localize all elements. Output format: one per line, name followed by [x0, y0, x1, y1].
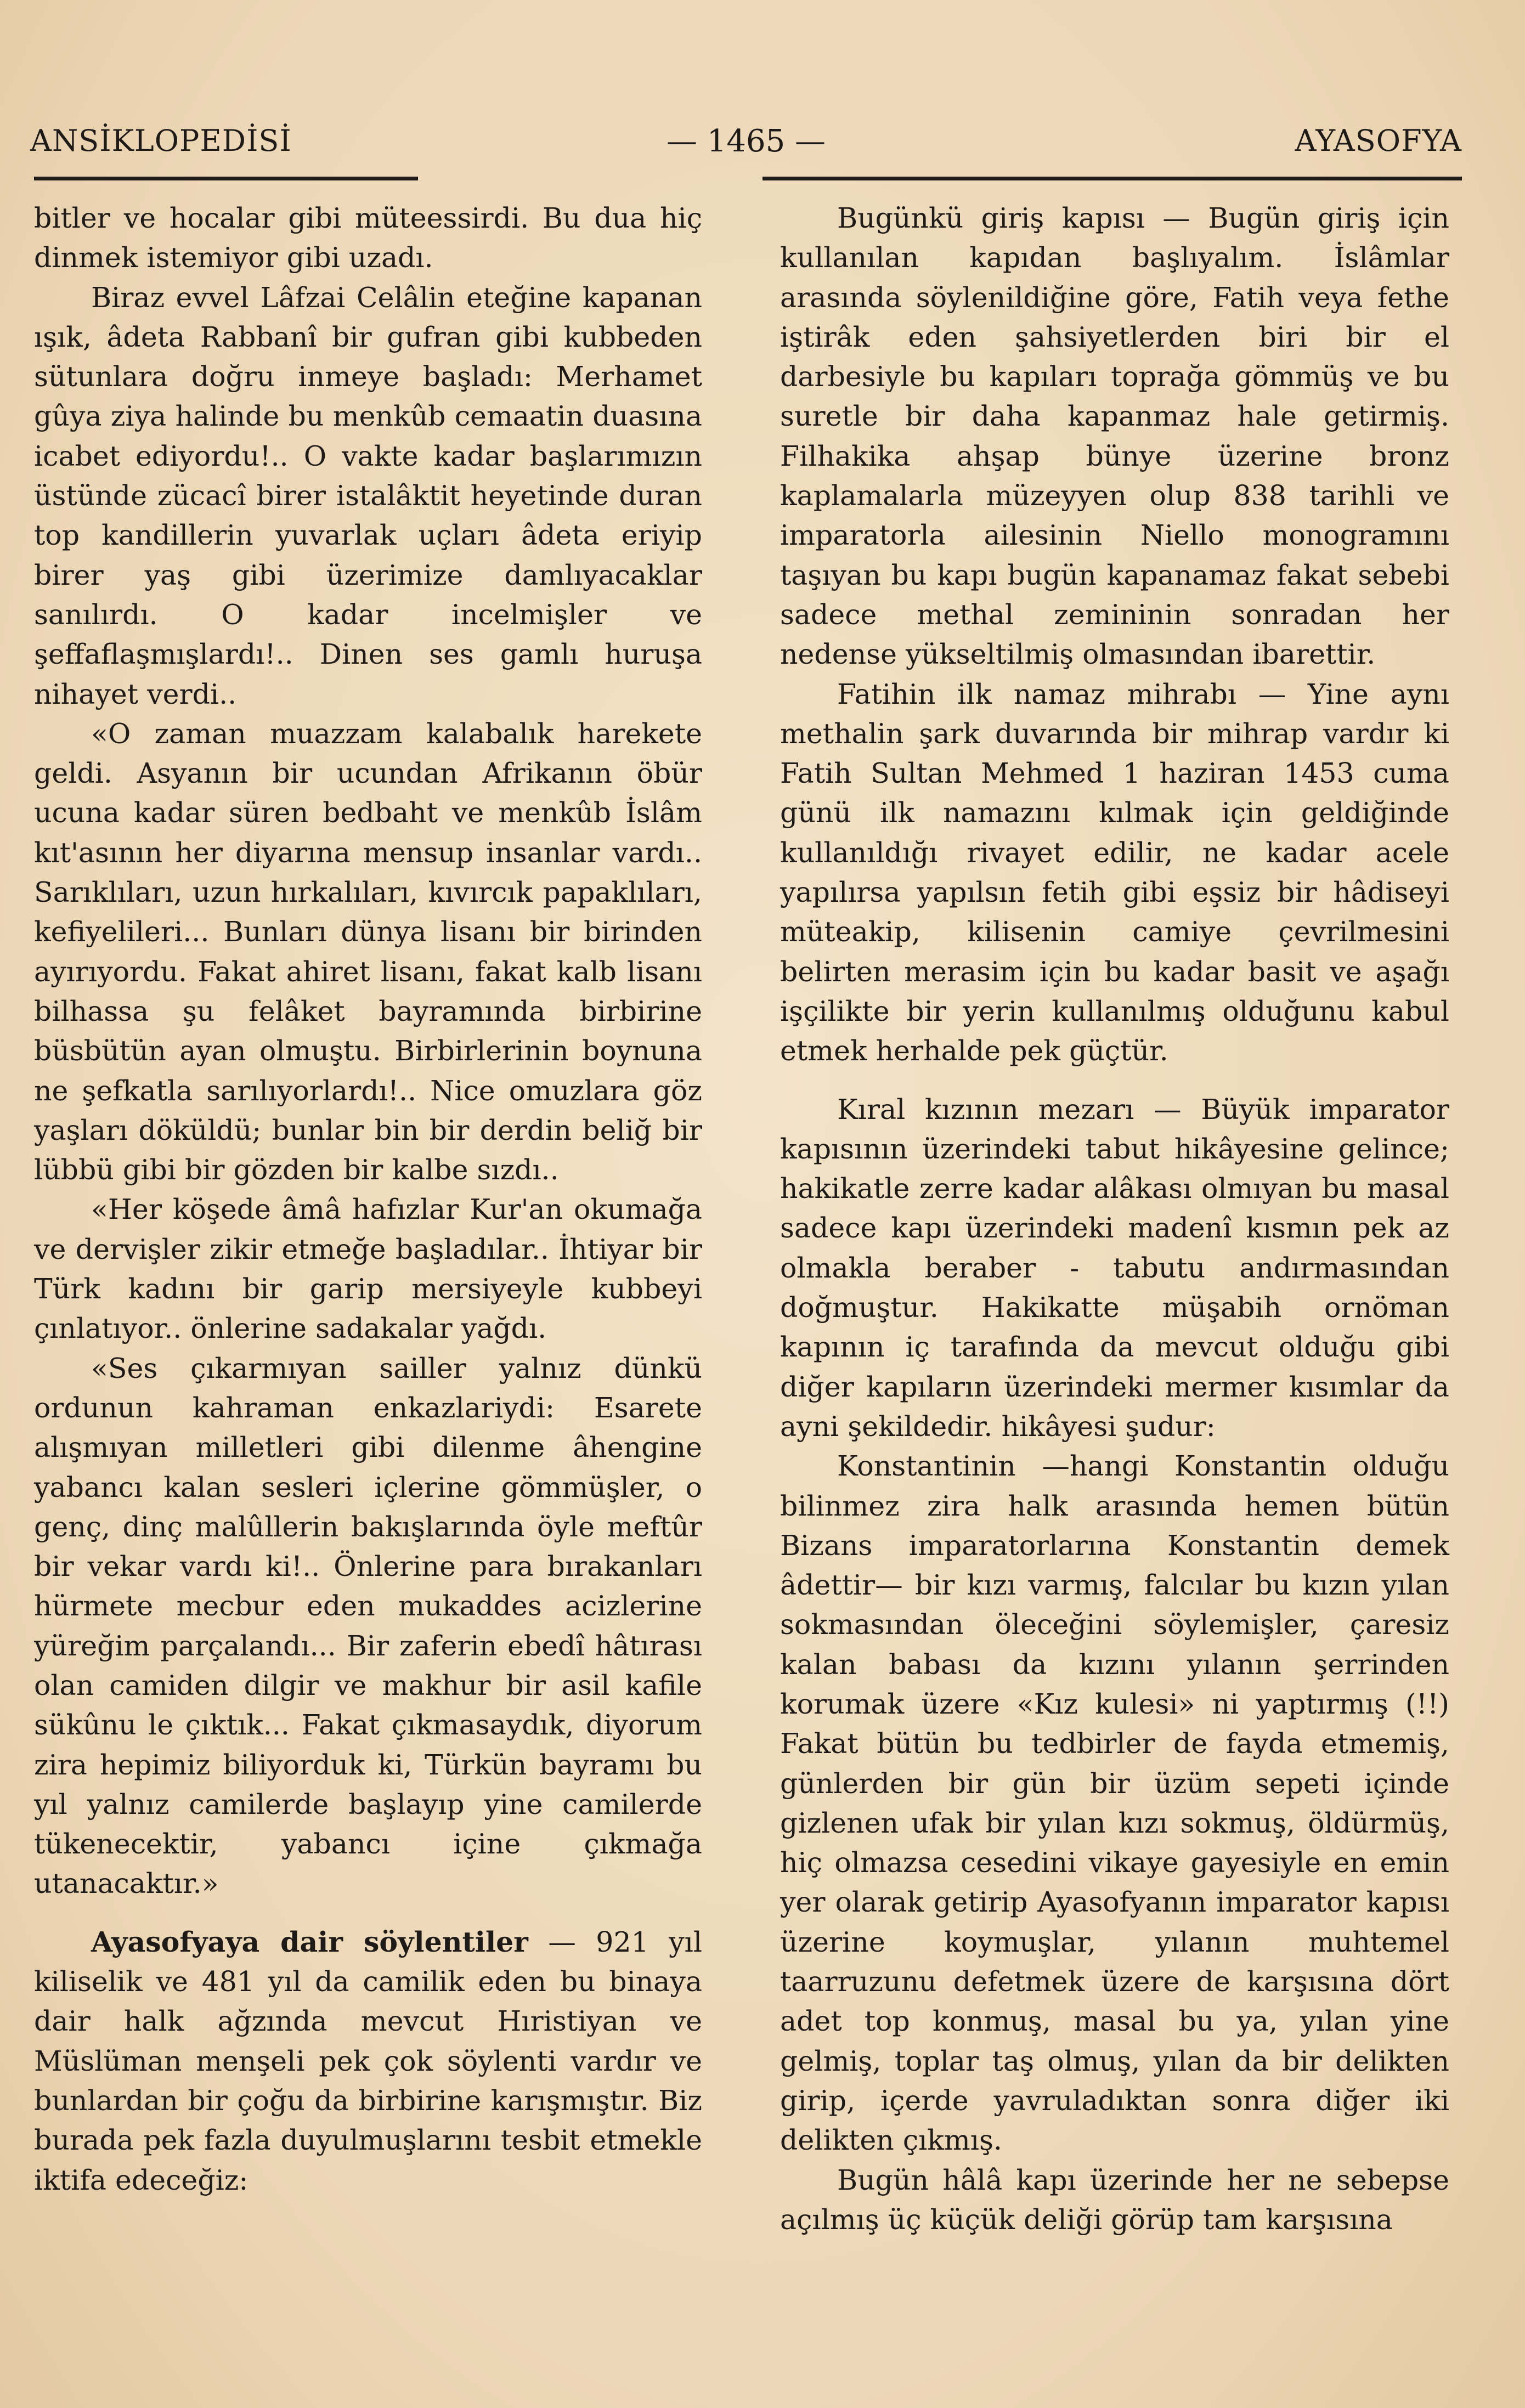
paragraph: «Ses çıkarmıyan sailler yalnız dünkü ordunun kahraman enkazlariydi: Esarete alışmıyan milletleri gibi dilenme âhengine yabancı kalan sesleri içlerine gömmüşler, o genç, dinç malûllerin bakışlarında öyle meftûr bir vekar vardı ki!.. Önlerine para bırakanları hürmete mecbur eden mukaddes acizlerine yüreğim parçalandı... Bir zaferin ebedî hâtırası olan camiden dilgir ve makhur bir asil kafile sükûnu le çıktık... Fakat çıkmasaydık, diyorum zira hepimiz biliyorduk ki, Türkün bayramı bu yıl yalnız camilerde başlayıp yine camilerde tükenecektir, yabancı içine çıkmağa utanacaktır.» [34, 1352, 702, 1900]
paragraph: bitler ve hocalar gibi müteessirdi. Bu dua hiç dinmek istemiyor gibi uzadı. [34, 202, 702, 274]
page-header [30, 123, 1462, 167]
paragraph: «Her köşede âmâ hafızlar Kur'an okumağa ve dervişler zikir etmeğe başladılar.. İhtiyar bir Türk kadını bir garip mersiyeyle kubbeyi çınlatıyor.. önlerine sadakalar yağdı. [34, 1193, 702, 1345]
page-number: — 1465 — [666, 123, 826, 159]
paragraph: Bugün hâlâ kapı üzerinde her ne sebepse açılmış üç küçük deliği görüp tam karşısına [780, 2163, 1449, 2236]
paragraph: «O zaman muazzam kalabalık harekete geldi. Asyanın bir ucundan Afrikanın öbür ucuna kadar süren bedbaht ve menkûb İslâm kıt'asının her diyarına mensup insanlar vardı.. Sarıklıları, uzun hırkalıları, kıvırcık papaklıları, kefiyelileri... Bunları dünya lisanı bir birinden ayırıyordu. Fakat ahiret lisanı, fakat kalb lisanı bilhassa şu felâket bayramında birbirine büsbütün ayan olmuştu. Birbirlerinin boynuna ne şefkatla sarılıyorlardı!.. Nice omuzlara göz yaşları döküldü; bunlar bin bir derdin beliğ bir lübbü gibi bir gözden bir kalbe sızdı.. [34, 717, 702, 1186]
paragraph: Bugünkü giriş kapısı — Bugün giriş için kullanılan kapıdan başlıyalım. İslâmlar arasında söylenildiğine göre, Fatih veya fethe iştirâk eden şahsiyetlerden biri bir el darbesiyle bu kapıları toprağa gömmüş ve bu suretle bir daha kapanmaz hale getirmiş. Filhakika ahşap bünye üzerine bronz kaplamalarla müzeyyen olup 838 tarihli ve imparatorla ailesinin Niello monogramını taşıyan bu kapı bugün kapanamaz fakat sebebi sadece methal zemininin sonradan her nedense yükseltilmiş olmasından ibarettir. [780, 202, 1449, 671]
section-paragraph [34, 1923, 702, 2200]
header-right-title: AYASOFYA [1295, 123, 1462, 158]
section-heading: Ayasofyaya dair söylentiler [91, 1925, 528, 1958]
paragraph: Fatihin ilk namaz mihrabı — Yine aynı methalin şark duvarında bir mihrap vardır ki Fatih Sultan Mehmed 1 haziran 1453 cuma günü ilk namazını kılmak için geldiğinde kullanıldığı rivayet edilir, ne kadar acele yapılırsa yapılsın fetih gibi eşsiz bir hâdiseyi müteakip, kilisenin camiye çevrilmesini belirten merasim için bu kadar basit ve aşağı işçilikte bir yerin kullanılmış olduğunu kabul etmek herhalde pek güçtür. [780, 677, 1449, 1067]
right-column [780, 199, 1449, 2240]
paragraph: Biraz evvel Lâfzai Celâlin eteğine kapanan ışık, âdeta Rabbanî bir gufran gibi kubbeden sütunlara doğru inmeye başladı: Merhamet gûya ziya halinde bu menkûb cemaatin duasına icabet ediyordu!.. O vakte kadar başlarımızın üstünde zücacî birer istalâktit heyetinde duran top kandillerin yuvarlak uçları âdeta eriyip birer yaş gibi üzerimize damlıyacaklar sanılırdı. O kadar incelmişler ve şeffaflaşmışlardı!.. Dinen ses gamlı huruşa nihayet verdi.. [34, 281, 702, 710]
header-rule-left [34, 177, 418, 180]
paragraph: Kıral kızının mezarı — Büyük imparator kapısının üzerindeki tabut hikâyesine gelince; hakikatle zerre kadar alâkası olmıyan bu masal sadece kapı üzerindeki madenî kısmın pek az olmakla beraber - tabutu andırmasından doğmuştur. Hakikatte müşabih ornöman kapının iç tarafında da mevcut olduğu gibi diğer kapıların üzerindeki mermer kısımlar da ayni şekildedir. hikâyesi şudur: [780, 1093, 1449, 1443]
header-rule-right [762, 177, 1462, 180]
header-left-title: ANSİKLOPEDİSİ [30, 123, 292, 158]
left-column [34, 199, 702, 2200]
paragraph: Konstantinin —hangi Konstantin olduğu bilinmez zira halk arasında hemen bütün Bizans imparatorlarına Konstantin demek âdettir— bir kızı varmış, falcılar bu kızın yılan sokmasından öleceğini söylemişler, çaresiz kalan babası da kızını yılanın şerrinden korumak üzere «Kız kulesi» ni yaptırmış (!!) Fakat bütün bu tedbirler de fayda etmemiş, günlerden bir gün bir üzüm sepeti içinde gizlenen ufak bir yılan kızı sokmuş, öldürmüş, hiç olmazsa cesedini vikaye gayesiyle en emin yer olarak getirip Ayasofyanın imparator kapısı üzerine koymuşlar, yılanın muhtemel taarruzunu defetmek üzere de karşısına dört adet top konmuş, masal bu ya, yılan yine gelmiş, toplar taş olmuş, yılan da bir delikten girip, içerde yavruladıktan sonra diğer iki delikten çıkmış. [780, 1450, 1449, 2157]
section-text: — 921 yıl kiliselik ve 481 yıl da camilik eden bu binaya dair halk ağzında mevcut Hıristiyan ve Müslüman menşeli pek çok söylenti vardır ve bunlardan bir çoğu da birbirine karışmıştır. Biz burada pek fazla duyulmuşlarını tesbit etmekle iktifa edeceğiz: [34, 1925, 702, 2196]
